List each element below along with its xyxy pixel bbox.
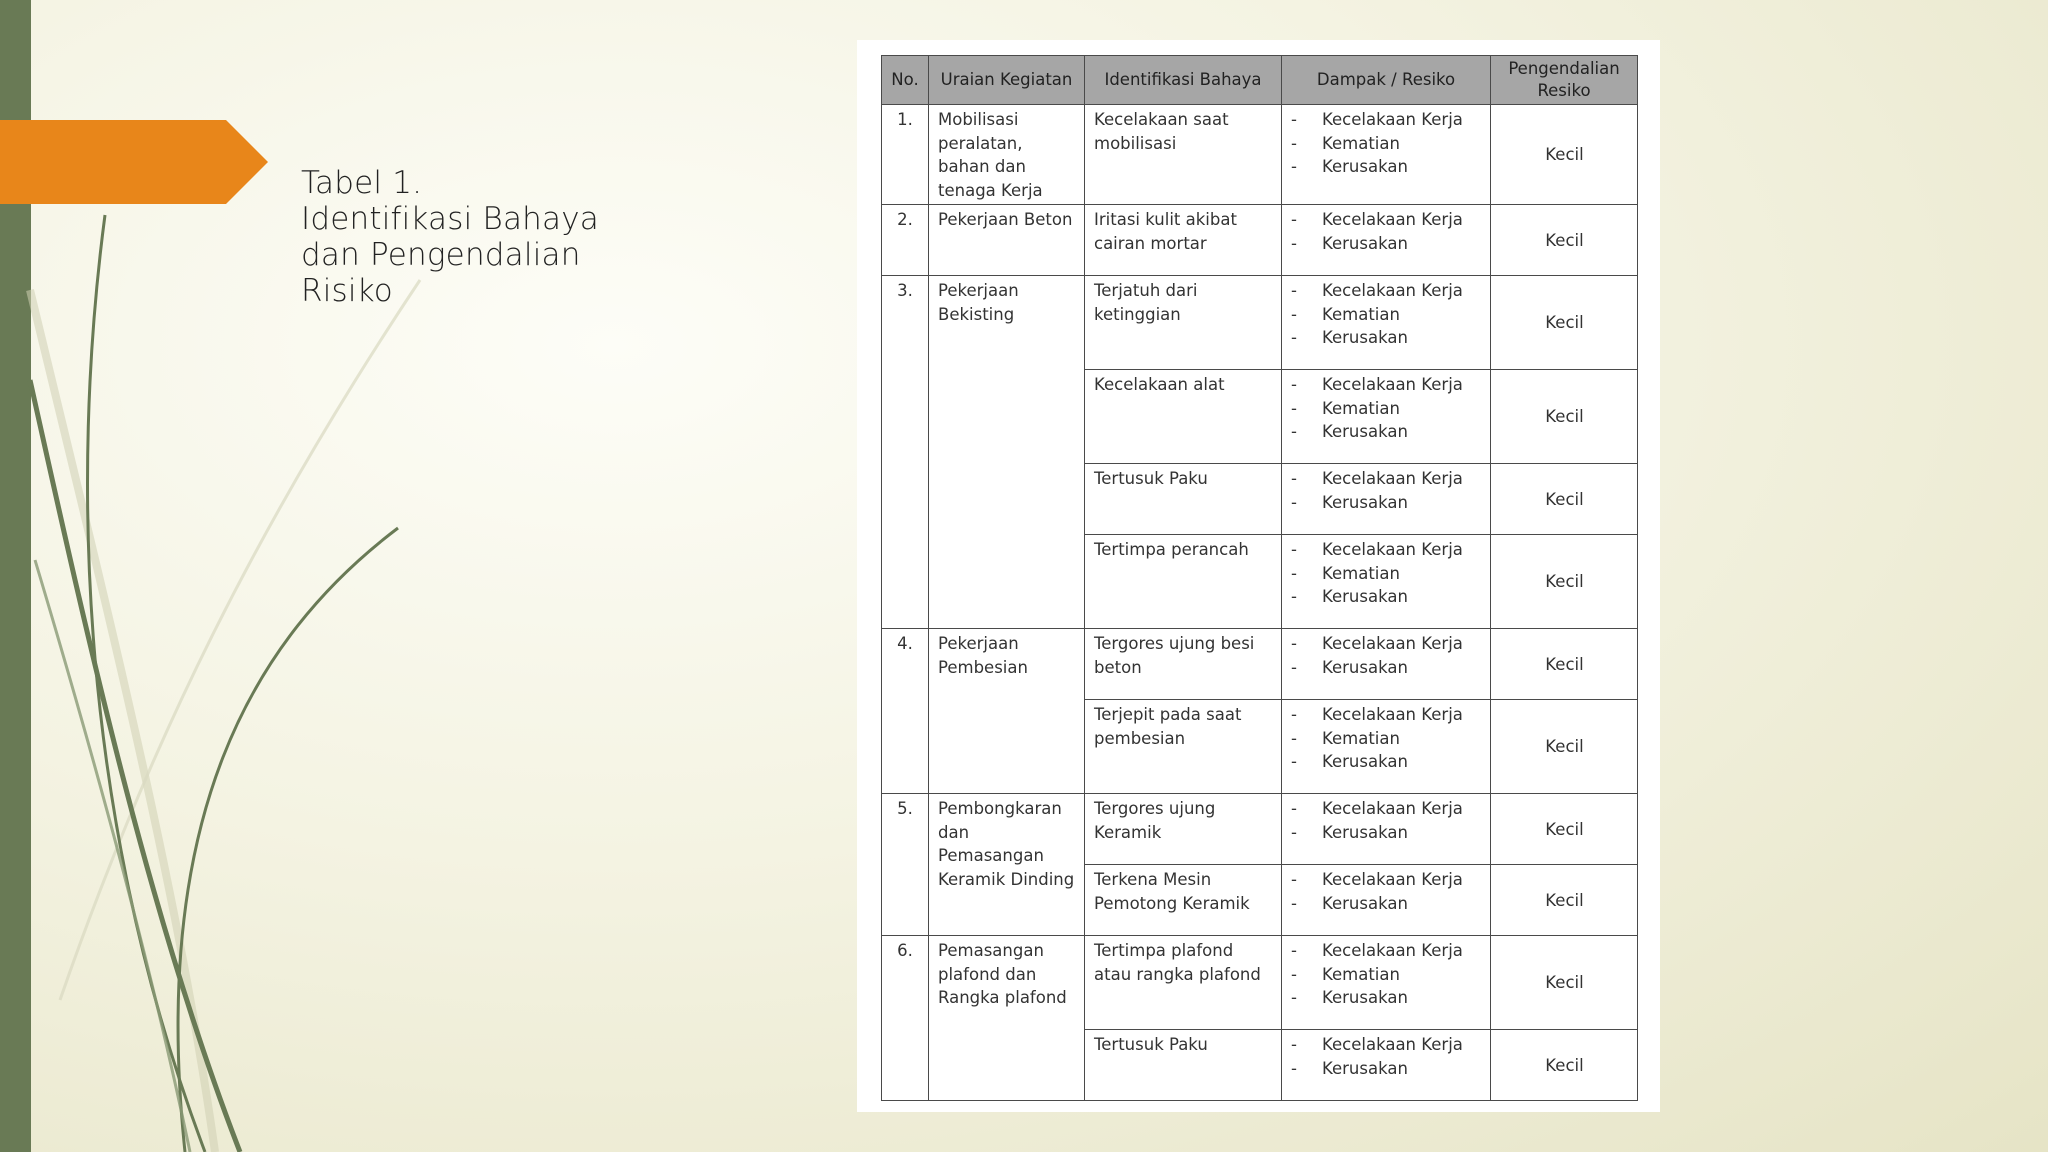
- activity-cell: Mobilisasi peralatan, bahan dan tenaga Kerja: [929, 105, 1085, 205]
- row-number: 1.: [882, 105, 929, 205]
- impact-item: - Kecelakaan Kerja: [1291, 797, 1482, 821]
- control-cell: Kecil: [1491, 700, 1638, 794]
- impact-item: - Kerusakan: [1291, 326, 1482, 350]
- orange-chevron-shape: [0, 120, 268, 204]
- hazard-cell: Tertimpa perancah: [1085, 535, 1282, 629]
- table-row: [882, 276, 1638, 370]
- activity-cell: Pembongkaran dan Pemasangan Keramik Dinding: [929, 794, 1085, 936]
- row-number: 3.: [882, 276, 929, 629]
- hazard-cell: Tertimpa plafond atau rangka plafond: [1085, 936, 1282, 1030]
- row-number: 4.: [882, 629, 929, 794]
- hazard-cell: Tertusuk Paku: [1085, 464, 1282, 535]
- header-activity: Uraian Kegiatan: [929, 56, 1085, 105]
- control-cell: Kecil: [1491, 936, 1638, 1030]
- activity-cell: Pekerjaan Bekisting: [929, 276, 1085, 629]
- hazard-identification-table: [881, 55, 1638, 1101]
- title-line: Identifikasi Bahaya: [301, 201, 599, 237]
- impact-item: - Kerusakan: [1291, 986, 1482, 1010]
- impact-cell: [1282, 205, 1491, 276]
- activity-cell: Pekerjaan Beton: [929, 205, 1085, 276]
- impact-item: - Kerusakan: [1291, 491, 1482, 515]
- row-number: 5.: [882, 794, 929, 936]
- impact-item: - Kerusakan: [1291, 232, 1482, 256]
- header-impact: Dampak / Resiko: [1282, 56, 1491, 105]
- impact-item: - Kecelakaan Kerja: [1291, 108, 1482, 132]
- hazard-cell: Terkena Mesin Pemotong Keramik: [1085, 865, 1282, 936]
- impact-item: - Kecelakaan Kerja: [1291, 538, 1482, 562]
- impact-cell: [1282, 629, 1491, 700]
- control-cell: Kecil: [1491, 629, 1638, 700]
- table-row: [882, 936, 1638, 1030]
- impact-item: - Kecelakaan Kerja: [1291, 939, 1482, 963]
- impact-item: - Kecelakaan Kerja: [1291, 703, 1482, 727]
- impact-item: - Kerusakan: [1291, 585, 1482, 609]
- row-number: 2.: [882, 205, 929, 276]
- hazard-cell: Tertusuk Paku: [1085, 1030, 1282, 1101]
- impact-item: - Kecelakaan Kerja: [1291, 1033, 1482, 1057]
- table-header-row: [882, 56, 1638, 105]
- hazard-cell: Kecelakaan alat: [1085, 370, 1282, 464]
- slide-title: [301, 165, 631, 309]
- control-cell: Kecil: [1491, 370, 1638, 464]
- table-body: [882, 105, 1638, 1101]
- impact-item: - Kematian: [1291, 963, 1482, 987]
- impact-item: - Kerusakan: [1291, 1057, 1482, 1081]
- impact-item: - Kecelakaan Kerja: [1291, 373, 1482, 397]
- header-hazard: Identifikasi Bahaya: [1085, 56, 1282, 105]
- impact-cell: [1282, 276, 1491, 370]
- table-row: [882, 205, 1638, 276]
- table-row: [882, 629, 1638, 700]
- header-no: No.: [882, 56, 929, 105]
- control-cell: Kecil: [1491, 865, 1638, 936]
- control-cell: Kecil: [1491, 535, 1638, 629]
- impact-cell: [1282, 105, 1491, 205]
- impact-item: - Kematian: [1291, 727, 1482, 751]
- title-line: Risiko: [301, 273, 393, 309]
- hazard-cell: Terjepit pada saat pembesian: [1085, 700, 1282, 794]
- control-cell: Kecil: [1491, 464, 1638, 535]
- title-line: dan Pengendalian: [301, 237, 581, 273]
- impact-cell: [1282, 865, 1491, 936]
- control-cell: Kecil: [1491, 276, 1638, 370]
- table-row: [882, 794, 1638, 865]
- control-cell: Kecil: [1491, 105, 1638, 205]
- activity-cell: Pemasangan plafond dan Rangka plafond: [929, 936, 1085, 1101]
- impact-item: - Kematian: [1291, 303, 1482, 327]
- impact-cell: [1282, 794, 1491, 865]
- row-number: 6.: [882, 936, 929, 1101]
- impact-item: - Kerusakan: [1291, 892, 1482, 916]
- impact-cell: [1282, 535, 1491, 629]
- impact-item: - Kerusakan: [1291, 155, 1482, 179]
- control-cell: Kecil: [1491, 1030, 1638, 1101]
- impact-cell: [1282, 936, 1491, 1030]
- impact-item: - Kecelakaan Kerja: [1291, 632, 1482, 656]
- control-cell: Kecil: [1491, 205, 1638, 276]
- impact-item: - Kematian: [1291, 562, 1482, 586]
- impact-cell: [1282, 700, 1491, 794]
- hazard-cell: Iritasi kulit akibat cairan mortar: [1085, 205, 1282, 276]
- hazard-cell: Kecelakaan saat mobilisasi: [1085, 105, 1282, 205]
- impact-item: - Kerusakan: [1291, 821, 1482, 845]
- impact-item: - Kecelakaan Kerja: [1291, 279, 1482, 303]
- impact-item: - Kematian: [1291, 397, 1482, 421]
- control-cell: Kecil: [1491, 794, 1638, 865]
- impact-item: - Kerusakan: [1291, 420, 1482, 444]
- impact-item: - Kerusakan: [1291, 750, 1482, 774]
- impact-item: - Kematian: [1291, 132, 1482, 156]
- impact-cell: [1282, 464, 1491, 535]
- impact-item: - Kerusakan: [1291, 656, 1482, 680]
- impact-item: - Kecelakaan Kerja: [1291, 868, 1482, 892]
- hazard-cell: Terjatuh dari ketinggian: [1085, 276, 1282, 370]
- table-image-card: [857, 40, 1660, 1112]
- hazard-cell: Tergores ujung Keramik: [1085, 794, 1282, 865]
- impact-cell: [1282, 370, 1491, 464]
- impact-item: - Kecelakaan Kerja: [1291, 467, 1482, 491]
- hazard-cell: Tergores ujung besi beton: [1085, 629, 1282, 700]
- table-row: [882, 105, 1638, 205]
- impact-cell: [1282, 1030, 1491, 1101]
- header-control: Pengendalian Resiko: [1491, 56, 1638, 105]
- impact-item: - Kecelakaan Kerja: [1291, 208, 1482, 232]
- title-line: Tabel 1.: [301, 165, 423, 201]
- activity-cell: Pekerjaan Pembesian: [929, 629, 1085, 794]
